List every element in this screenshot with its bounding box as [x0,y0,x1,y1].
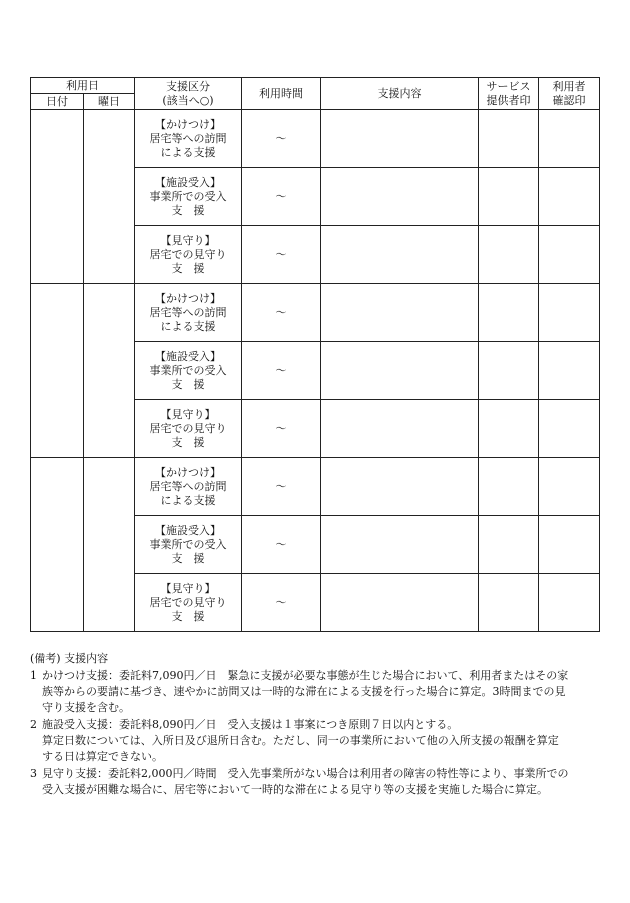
content-header: 支援内容 [321,78,479,110]
weekday-cell[interactable] [84,458,135,632]
provider-seal-cell[interactable] [479,516,539,574]
content-cell[interactable] [321,226,479,284]
service-line: 居宅での見守り [149,247,227,261]
remark-line: 受入支援が困難な場合に、居宅等において一時的な滞在による見守り等の支援を実施した場合に算定。 [42,783,548,796]
remark-number: 2 [30,718,37,731]
user-seal-cell[interactable] [539,284,600,342]
service-line: による支援 [160,493,216,507]
service-line: による支援 [160,319,216,333]
category-header [135,78,242,110]
service-tag: 【見守り】 [160,581,216,595]
service-line: 居宅等への訪問 [149,479,227,493]
user-seal-cell[interactable] [539,110,600,168]
remark-item [30,668,605,716]
user-seal-cell[interactable] [539,226,600,284]
service-tag: 【かけつけ】 [155,465,221,479]
provider-seal-header [479,78,539,110]
table-body [31,110,600,632]
service-line: 居宅等への訪問 [149,131,227,145]
service-type-kaketsuke[interactable] [135,110,242,168]
service-line: 事業所での受入 [149,363,227,377]
date-cell[interactable] [31,458,84,632]
content-cell[interactable] [321,342,479,400]
time-cell[interactable]: ～ [242,226,321,284]
content-cell[interactable] [321,458,479,516]
provider-seal-cell[interactable] [479,574,539,632]
date-header: 日付 [31,94,84,110]
usage-time-header: 利用時間 [242,78,321,110]
user-header-line2: 確認印 [552,93,586,107]
time-cell[interactable]: ～ [242,516,321,574]
remark-number: 3 [30,767,37,780]
service-line: による支援 [160,145,216,159]
service-type-shisetsu[interactable] [135,168,242,226]
service-type-shisetsu[interactable] [135,342,242,400]
provider-seal-cell[interactable] [479,342,539,400]
remarks-section [30,651,605,799]
provider-header-line2: 提供者印 [486,93,531,107]
weekday-cell[interactable] [84,284,135,458]
service-line: 支 援 [171,261,205,275]
remark-item [30,717,605,765]
weekday-cell[interactable] [84,110,135,284]
remark-line: かけつけ支援：委託料7,090円／日 緊急に支援が必要な事態が生じた場合において、利用者またはその家 [42,669,569,682]
service-line: 支 援 [171,435,205,449]
weekday-header: 曜日 [84,94,135,110]
service-tag: 【施設受入】 [155,175,221,189]
user-seal-cell[interactable] [539,574,600,632]
usage-date-header: 利用日 [31,78,135,94]
service-line: 居宅での見守り [149,595,227,609]
table-row [31,458,600,516]
content-cell[interactable] [321,168,479,226]
service-type-shisetsu[interactable] [135,516,242,574]
remark-line: 算定日数については、入所日及び退所日含む。ただし、同一の事業所において他の入所支援の報酬を算定 [42,734,559,747]
time-cell[interactable]: ～ [242,342,321,400]
service-line: 支 援 [171,551,205,565]
service-type-kaketsuke[interactable] [135,284,242,342]
remark-body [42,717,605,765]
provider-seal-cell[interactable] [479,284,539,342]
time-cell[interactable]: ～ [242,458,321,516]
service-line: 支 援 [171,609,205,623]
provider-seal-cell[interactable] [479,168,539,226]
time-cell[interactable]: ～ [242,574,321,632]
time-cell[interactable]: ～ [242,284,321,342]
remark-item [30,766,605,798]
user-seal-header [539,78,600,110]
content-cell[interactable] [321,516,479,574]
service-tag: 【見守り】 [160,407,216,421]
content-cell[interactable] [321,574,479,632]
provider-seal-cell[interactable] [479,226,539,284]
remark-line: 守り支援を含む。 [42,701,130,714]
remark-line: する日は算定できない。 [42,750,163,763]
table-row [31,284,600,342]
service-tag: 【見守り】 [160,233,216,247]
remark-line: 見守り支援：委託料2,000円／時間 受入先事業所がない場合は利用者の障害の特性等により、事業所での [42,767,569,780]
service-tag: 【施設受入】 [155,523,221,537]
service-line: 事業所での受入 [149,189,227,203]
user-seal-cell[interactable] [539,516,600,574]
user-header-line1: 利用者 [552,79,586,93]
user-seal-cell[interactable] [539,400,600,458]
service-line: 支 援 [171,203,205,217]
remark-body [42,766,605,798]
service-tag: 【かけつけ】 [155,291,221,305]
provider-seal-cell[interactable] [479,110,539,168]
content-cell[interactable] [321,400,479,458]
category-header-line2: (該当へ○) [162,93,214,107]
provider-seal-cell[interactable] [479,400,539,458]
remarks-heading: (備考) 支援内容 [30,652,109,665]
time-cell[interactable]: ～ [242,400,321,458]
user-seal-cell[interactable] [539,458,600,516]
service-line: 居宅等への訪問 [149,305,227,319]
time-cell[interactable]: ～ [242,168,321,226]
service-tag: 【かけつけ】 [155,117,221,131]
service-line: 事業所での受入 [149,537,227,551]
user-seal-cell[interactable] [539,168,600,226]
remark-line: 施設受入支援：委託料8,090円／日 受入支援は１事案につき原則７日以内とする。 [42,718,459,731]
service-line: 居宅での見守り [149,421,227,435]
provider-header-line1: サービス [486,79,531,93]
service-tag: 【施設受入】 [155,349,221,363]
service-line: 支 援 [171,377,205,391]
service-type-kaketsuke[interactable] [135,458,242,516]
content-cell[interactable] [321,284,479,342]
service-type-mimamori[interactable] [135,400,242,458]
remark-body [42,668,605,716]
provider-seal-cell[interactable] [479,458,539,516]
usage-record-table [30,77,600,632]
time-cell[interactable]: ～ [242,110,321,168]
service-type-mimamori[interactable] [135,574,242,632]
content-cell[interactable] [321,110,479,168]
category-header-line1: 支援区分 [166,79,210,93]
table-row [31,110,600,168]
user-seal-cell[interactable] [539,342,600,400]
remark-line: 族等からの要請に基づき、速やかに訪問又は一時的な滞在による支援を行った場合に算定。3時間までの見 [42,685,566,698]
remark-number: 1 [30,669,37,682]
service-type-mimamori[interactable] [135,226,242,284]
date-cell[interactable] [31,110,84,284]
date-cell[interactable] [31,284,84,458]
